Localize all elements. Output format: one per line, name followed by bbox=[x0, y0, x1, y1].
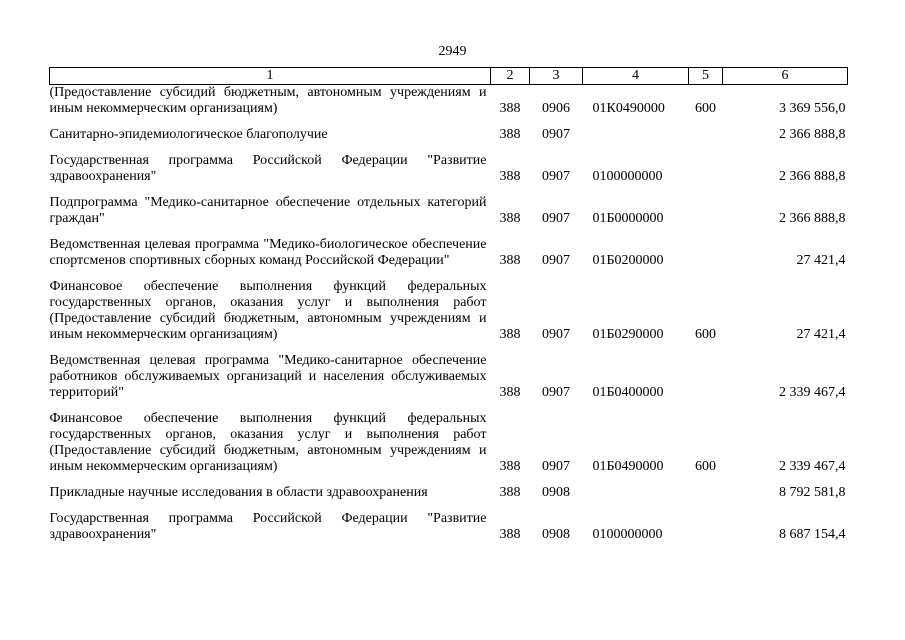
row-name: Ведомственная целевая программа "Медико-санитарное обеспечение работников обслуживаемых организаций и населения обслуживаемых территорий" bbox=[49, 353, 487, 400]
row-sum: 27 421,4 bbox=[796, 253, 846, 268]
row-name: Финансовое обеспечение выполнения функций федеральных государственных органов, оказания услуг и выполнения работ (Предоставление субсидий бюджетным, автономным учреждениям и иным некоммерческим организациям) bbox=[49, 279, 487, 342]
row-rz: 0907 bbox=[542, 169, 570, 184]
row-gr: 388 bbox=[499, 253, 521, 268]
table-row bbox=[50, 153, 848, 195]
row-rz: 0908 bbox=[542, 485, 570, 500]
table-row bbox=[50, 85, 848, 128]
row-vr bbox=[689, 485, 723, 511]
row-rz: 0908 bbox=[542, 527, 570, 542]
row-name: (Предоставление субсидий бюджетным, автономным учреждениям и иным некоммерческим организациям) bbox=[49, 85, 487, 116]
page-number: 2949 bbox=[438, 44, 467, 59]
header-col-cs: 4 bbox=[583, 68, 689, 85]
row-vr: 600 bbox=[695, 101, 716, 116]
row-gr: 388 bbox=[499, 127, 521, 142]
row-gr: 388 bbox=[499, 327, 521, 342]
row-cs: 01Б0200000 bbox=[592, 253, 664, 268]
row-vr bbox=[689, 353, 723, 411]
row-cs: 01Б0290000 bbox=[592, 327, 664, 342]
row-cs: 01Б0490000 bbox=[592, 459, 664, 474]
row-name: Финансовое обеспечение выполнения функций федеральных государственных органов, оказания услуг и выполнения работ (Предоставление субсидий бюджетным, автономным учреждениям и иным некоммерческим организациям) bbox=[49, 411, 487, 474]
row-rz: 0907 bbox=[542, 211, 570, 226]
table-row bbox=[50, 237, 848, 279]
row-cs bbox=[583, 127, 689, 153]
row-sum: 2 339 467,4 bbox=[779, 459, 846, 474]
row-cs: 01Б0000000 bbox=[592, 211, 664, 226]
row-gr: 388 bbox=[499, 385, 521, 400]
row-sum: 8 687 154,4 bbox=[779, 527, 846, 542]
row-rz: 0907 bbox=[542, 253, 570, 268]
header-col-vr: 5 bbox=[689, 68, 723, 85]
row-vr bbox=[689, 195, 723, 237]
row-sum: 2 366 888,8 bbox=[779, 127, 846, 142]
row-rz: 0906 bbox=[542, 101, 570, 116]
table-row bbox=[50, 127, 848, 153]
row-cs: 0100000000 bbox=[592, 169, 663, 184]
table-row bbox=[50, 485, 848, 511]
row-rz: 0907 bbox=[542, 127, 570, 142]
row-name: Государственная программа Российской Федерации "Развитие здравоохранения" bbox=[49, 153, 487, 184]
row-name: Ведомственная целевая программа "Медико-биологическое обеспечение спортсменов спортивных сборных команд Российской Федерации" bbox=[49, 237, 487, 268]
row-sum: 8 792 581,8 bbox=[779, 485, 846, 500]
header-col-sum: 6 bbox=[723, 68, 848, 85]
row-sum: 2 366 888,8 bbox=[779, 211, 846, 226]
row-vr bbox=[689, 511, 723, 543]
row-cs bbox=[583, 485, 689, 511]
row-name: Государственная программа Российской Федерации "Развитие здравоохранения" bbox=[49, 511, 487, 542]
row-gr: 388 bbox=[499, 169, 521, 184]
row-gr: 388 bbox=[499, 101, 521, 116]
row-name: Подпрограмма "Медико-санитарное обеспечение отдельных категорий граждан" bbox=[49, 195, 487, 226]
row-vr: 600 bbox=[695, 327, 716, 342]
row-vr bbox=[689, 153, 723, 195]
row-sum: 27 421,4 bbox=[796, 327, 846, 342]
row-rz: 0907 bbox=[542, 459, 570, 474]
row-cs: 0100000000 bbox=[592, 527, 663, 542]
row-sum: 3 369 556,0 bbox=[779, 101, 846, 116]
row-gr: 388 bbox=[499, 211, 521, 226]
row-gr: 388 bbox=[499, 485, 521, 500]
row-sum: 2 339 467,4 bbox=[779, 385, 846, 400]
row-name: Прикладные научные исследования в области здравоохранения bbox=[49, 485, 428, 500]
table-body bbox=[50, 85, 848, 544]
row-vr bbox=[689, 127, 723, 153]
table-row bbox=[50, 511, 848, 543]
table-row bbox=[50, 411, 848, 485]
table-row bbox=[50, 195, 848, 237]
header-col-name: 1 bbox=[50, 68, 491, 85]
row-rz: 0907 bbox=[542, 327, 570, 342]
header-col-gr: 2 bbox=[491, 68, 530, 85]
row-vr: 600 bbox=[695, 459, 716, 474]
row-cs: 01Б0400000 bbox=[592, 385, 664, 400]
budget-table bbox=[49, 67, 848, 543]
row-vr bbox=[689, 237, 723, 279]
table-header bbox=[50, 68, 848, 85]
row-gr: 388 bbox=[499, 459, 521, 474]
row-sum: 2 366 888,8 bbox=[779, 169, 846, 184]
header-row bbox=[50, 68, 848, 85]
row-name: Санитарно-эпидемиологическое благополучие bbox=[49, 127, 328, 142]
header-col-rz: 3 bbox=[530, 68, 583, 85]
row-cs: 01К0490000 bbox=[592, 101, 665, 116]
table-row bbox=[50, 353, 848, 411]
table-row bbox=[50, 279, 848, 353]
row-rz: 0907 bbox=[542, 385, 570, 400]
row-gr: 388 bbox=[499, 527, 521, 542]
